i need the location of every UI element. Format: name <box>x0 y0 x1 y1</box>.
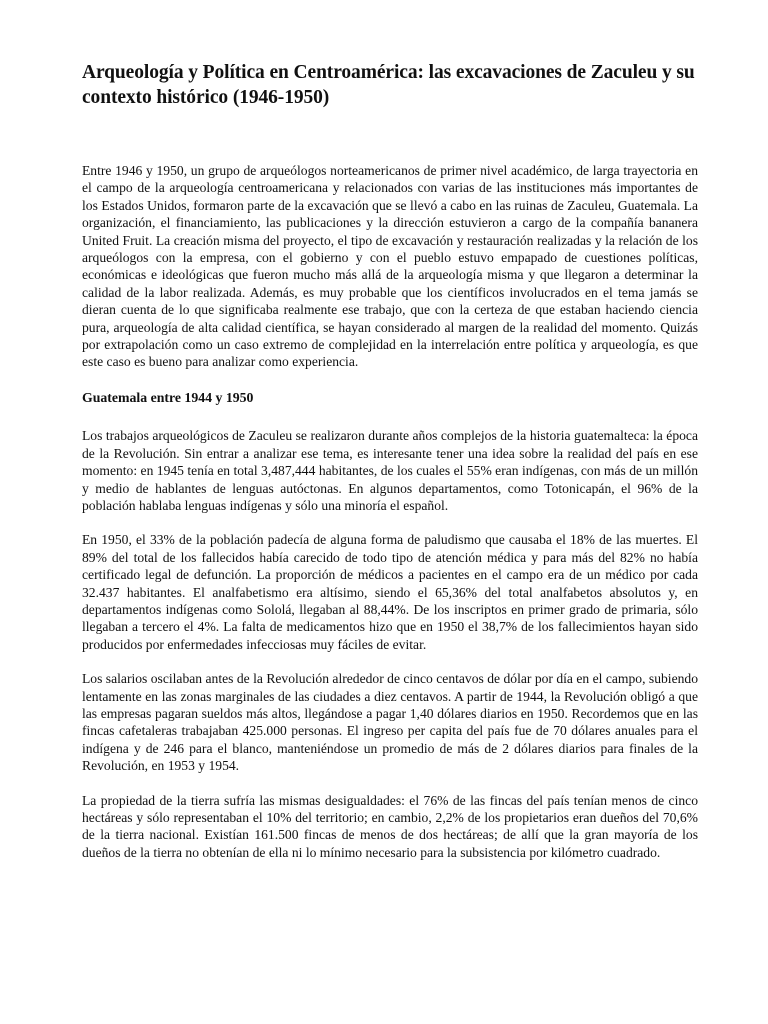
section-heading: Guatemala entre 1944 y 1950 <box>82 389 254 405</box>
document-page <box>82 60 698 861</box>
paragraph-land: La propiedad de la tierra sufría las mismas desigualdades: el 76% de las fincas del país tenían menos de cinco hectáreas y sólo representaban el 10% del territorio; en cambio, 2,2% de los propietarios eran dueños del 70,6% de la tierra nacional. Existían 161.500 fincas de menos de dos hectáreas; de allí que la gran mayoría de los dueños de la tierra no obtenían de ella ni lo mínimo necesario para la subsistencia por kilómetro cuadrado. <box>82 792 698 860</box>
paragraph-health: En 1950, el 33% de la población padecía de alguna forma de paludismo que causaba el 18% de las muertes. El 89% del total de los fallecidos había carecido de todo tipo de atención médica y para más del 82% no había certificado legal de defunción. La proporción de médicos a pacientes en el campo era de un médico por cada 32.437 habitantes. El analfabetismo era altísimo, siendo el 65,36% del total analfabetos absolutos y, en departamentos indígenas como Sololá, llegaban al 88,44%. De los inscriptos en primer grado de primaria, sólo llegaban a tercero el 4%. La falta de medicamentos hizo que en 1950 el 38,7% de los fallecimientos hayan sido producidos por enfermedades infecciosas muy fáciles de evitar. <box>82 532 698 652</box>
paragraph-wages: Los salarios oscilaban antes de la Revolución alrededor de cinco centavos de dólar por día en el campo, subiendo lentamente en las zonas marginales de las ciudades a diez centavos. A partir de 1944, la Revolución obligó a que las empresas pagaran sueldos más altos, llegándose a pagar 1,40 dólares diarios en 1950. Recordemos que en las fincas cafetaleras trabajaban 425.000 personas. El ingreso per capita del país fue de 70 dólares anuales para el indígena y de 246 para el blanco, manteniéndose un promedio de más de 2 dólares diarios para finales de la Revolución, en 1953 y 1954. <box>82 671 698 774</box>
paragraph-population: Los trabajos arqueológicos de Zaculeu se realizaron durante años complejos de la historia guatemalteca: la época de la Revolución. Sin entrar a analizar ese tema, es interesante tener una idea sobre la realidad del país en ese momento: en 1945 tenía en total 3,487,444 habitantes, de los cuales el 55% eran indígenas, con más de un millón y medio de hablantes de lenguas autóctonas. En algunos departamentos, como Totonicapán, el 96% de la población hablaba lenguas indígenas y sólo una minoría el español. <box>82 428 698 513</box>
document-title: Arqueología y Política en Centroamérica: las excavaciones de Zaculeu y su contexto histórico (1946-1950) <box>82 62 695 108</box>
intro-paragraph: Entre 1946 y 1950, un grupo de arqueólogos norteamericanos de primer nivel académico, de larga trayectoria en el campo de la arqueología centroamericana y relacionados con varias de las instituciones más importantes de los Estados Unidos, formaron parte de la excavación que se llevó a cabo en las ruinas de Zaculeu, Guatemala. La organización, el financiamiento, las publicaciones y la dirección estuvieron a cargo de la compañía bananera United Fruit. La creación misma del proyecto, el tipo de excavación y restauración realizadas y la relación de los arqueólogos con la empresa, con el gobierno y con el pueblo estuvo empapado de cuestiones políticas, económicas e ideológicas que fueron mucho más allá de la arqueología misma y que llegaron a determinar la calidad de la labor realizada. Además, es muy probable que los científicos involucrados en el tema jamás se dieran cuenta de lo que significaba realmente ese trabajo, que con la certeza de que estaban haciendo ciencia pura, arqueología de alta calidad científica, se hayan considerado al margen de la realidad del momento. Quizás por extrapolación como un caso extremo de complejidad en la interrelación entre política y arqueología, es que este caso es bueno para analizar como experiencia. <box>82 163 698 370</box>
